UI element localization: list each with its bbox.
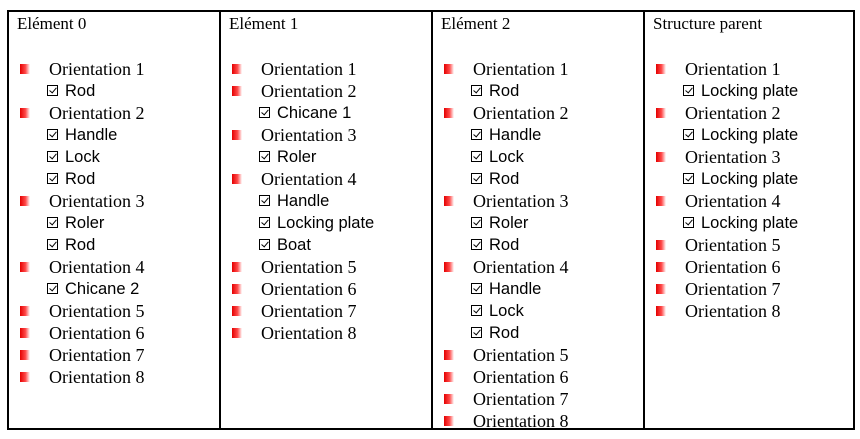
- orientation-label: Orientation 1: [261, 59, 357, 79]
- checkbox-checked-icon: [259, 195, 270, 206]
- component-label: Handle: [489, 280, 542, 298]
- checkbox-checked-icon: [471, 173, 482, 184]
- orientation-label: Orientation 5: [49, 301, 145, 321]
- component-label: Rod: [489, 236, 520, 254]
- component-label: Locking plate: [701, 82, 799, 100]
- red-square-bullet-icon: [656, 262, 666, 272]
- orientation-label: Orientation 1: [473, 59, 569, 79]
- orientation-label: Orientation 4: [49, 257, 145, 277]
- column-element-0: [8, 11, 220, 429]
- red-square-bullet-icon: [20, 328, 30, 338]
- component-label: Lock: [489, 302, 524, 320]
- orientation-label: Orientation 8: [49, 367, 145, 387]
- orientation-label: Orientation 5: [261, 257, 357, 277]
- checkbox-checked-icon: [471, 85, 482, 96]
- orientation-table: [7, 10, 855, 430]
- component-label: Lock: [489, 148, 524, 166]
- orientation-label: Orientation 6: [685, 257, 781, 277]
- red-square-bullet-icon: [444, 416, 454, 426]
- red-square-bullet-icon: [20, 262, 30, 272]
- orientation-label: Orientation 1: [685, 59, 781, 79]
- red-square-bullet-icon: [232, 130, 242, 140]
- red-square-bullet-icon: [444, 108, 454, 118]
- orientation-label: Orientation 2: [49, 103, 145, 123]
- red-square-bullet-icon: [656, 240, 666, 250]
- checkbox-checked-icon: [471, 129, 482, 140]
- checkbox-checked-icon: [47, 151, 58, 162]
- checkbox-checked-icon: [47, 129, 58, 140]
- red-square-bullet-icon: [444, 350, 454, 360]
- checkbox-checked-icon: [471, 327, 482, 338]
- red-square-bullet-icon: [20, 108, 30, 118]
- orientation-label: Orientation 2: [261, 81, 357, 101]
- red-square-bullet-icon: [232, 284, 242, 294]
- orientation-label: Orientation 7: [685, 279, 781, 299]
- column-structure-parent: [644, 11, 854, 429]
- column-header: Elément 0: [17, 14, 87, 33]
- component-label: Handle: [65, 126, 118, 144]
- red-square-bullet-icon: [232, 262, 242, 272]
- red-square-bullet-icon: [232, 306, 242, 316]
- red-square-bullet-icon: [656, 64, 666, 74]
- component-label: Locking plate: [701, 214, 799, 232]
- red-square-bullet-icon: [232, 174, 242, 184]
- orientation-label: Orientation 5: [685, 235, 781, 255]
- red-square-bullet-icon: [656, 152, 666, 162]
- red-square-bullet-icon: [232, 64, 242, 74]
- red-square-bullet-icon: [20, 306, 30, 316]
- orientation-label: Orientation 1: [49, 59, 145, 79]
- orientation-label: Orientation 7: [473, 389, 569, 409]
- component-label: Handle: [277, 192, 330, 210]
- red-square-bullet-icon: [232, 328, 242, 338]
- checkbox-checked-icon: [471, 151, 482, 162]
- component-label: Locking plate: [701, 126, 799, 144]
- orientation-label: Orientation 7: [49, 345, 145, 365]
- checkbox-checked-icon: [471, 305, 482, 316]
- red-square-bullet-icon: [20, 350, 30, 360]
- component-label: Rod: [489, 170, 520, 188]
- component-label: Chicane 2: [65, 280, 140, 298]
- red-square-bullet-icon: [444, 262, 454, 272]
- orientation-label: Orientation 2: [473, 103, 569, 123]
- column-header: Elément 2: [441, 14, 511, 33]
- orientation-label: Orientation 4: [473, 257, 569, 277]
- component-label: Rod: [65, 82, 96, 100]
- orientation-label: Orientation 3: [261, 125, 357, 145]
- column-element-1: [220, 11, 432, 429]
- red-square-bullet-icon: [20, 64, 30, 74]
- column-header: Structure parent: [653, 14, 763, 33]
- column-header: Elément 1: [229, 14, 299, 33]
- component-label: Rod: [489, 82, 520, 100]
- orientation-label: Orientation 8: [685, 301, 781, 321]
- checkbox-checked-icon: [683, 85, 694, 96]
- component-label: Roler: [65, 214, 105, 232]
- checkbox-checked-icon: [259, 151, 270, 162]
- component-label: Roler: [489, 214, 529, 232]
- red-square-bullet-icon: [444, 64, 454, 74]
- component-label: Rod: [489, 324, 520, 342]
- checkbox-checked-icon: [47, 173, 58, 184]
- checkbox-checked-icon: [47, 85, 58, 96]
- checkbox-checked-icon: [259, 239, 270, 250]
- red-square-bullet-icon: [656, 306, 666, 316]
- checkbox-checked-icon: [47, 283, 58, 294]
- orientation-label: Orientation 3: [49, 191, 145, 211]
- checkbox-checked-icon: [47, 239, 58, 250]
- component-label: Locking plate: [277, 214, 375, 232]
- orientation-label: Orientation 3: [685, 147, 781, 167]
- checkbox-checked-icon: [259, 107, 270, 118]
- orientation-label: Orientation 4: [685, 191, 781, 211]
- orientation-label: Orientation 6: [473, 367, 569, 387]
- checkbox-checked-icon: [683, 173, 694, 184]
- red-square-bullet-icon: [656, 196, 666, 206]
- red-square-bullet-icon: [656, 284, 666, 294]
- checkbox-checked-icon: [683, 129, 694, 140]
- red-square-bullet-icon: [20, 196, 30, 206]
- component-label: Lock: [65, 148, 100, 166]
- red-square-bullet-icon: [444, 372, 454, 382]
- orientation-label: Orientation 8: [473, 411, 569, 431]
- red-square-bullet-icon: [444, 394, 454, 404]
- orientation-label: Orientation 3: [473, 191, 569, 211]
- checkbox-checked-icon: [471, 217, 482, 228]
- red-square-bullet-icon: [444, 196, 454, 206]
- orientation-label: Orientation 6: [261, 279, 357, 299]
- component-label: Rod: [65, 236, 96, 254]
- component-label: Locking plate: [701, 170, 799, 188]
- checkbox-checked-icon: [471, 239, 482, 250]
- component-label: Rod: [65, 170, 96, 188]
- orientation-label: Orientation 6: [49, 323, 145, 343]
- checkbox-checked-icon: [683, 217, 694, 228]
- checkbox-checked-icon: [471, 283, 482, 294]
- component-label: Boat: [277, 236, 311, 254]
- red-square-bullet-icon: [232, 86, 242, 96]
- checkbox-checked-icon: [47, 217, 58, 228]
- orientation-label: Orientation 2: [685, 103, 781, 123]
- red-square-bullet-icon: [656, 108, 666, 118]
- component-label: Roler: [277, 148, 317, 166]
- orientation-label: Orientation 8: [261, 323, 357, 343]
- component-label: Handle: [489, 126, 542, 144]
- column-element-2: [432, 11, 644, 429]
- orientation-label: Orientation 5: [473, 345, 569, 365]
- component-label: Chicane 1: [277, 104, 352, 122]
- red-square-bullet-icon: [20, 372, 30, 382]
- orientation-label: Orientation 7: [261, 301, 357, 321]
- checkbox-checked-icon: [259, 217, 270, 228]
- orientation-label: Orientation 4: [261, 169, 357, 189]
